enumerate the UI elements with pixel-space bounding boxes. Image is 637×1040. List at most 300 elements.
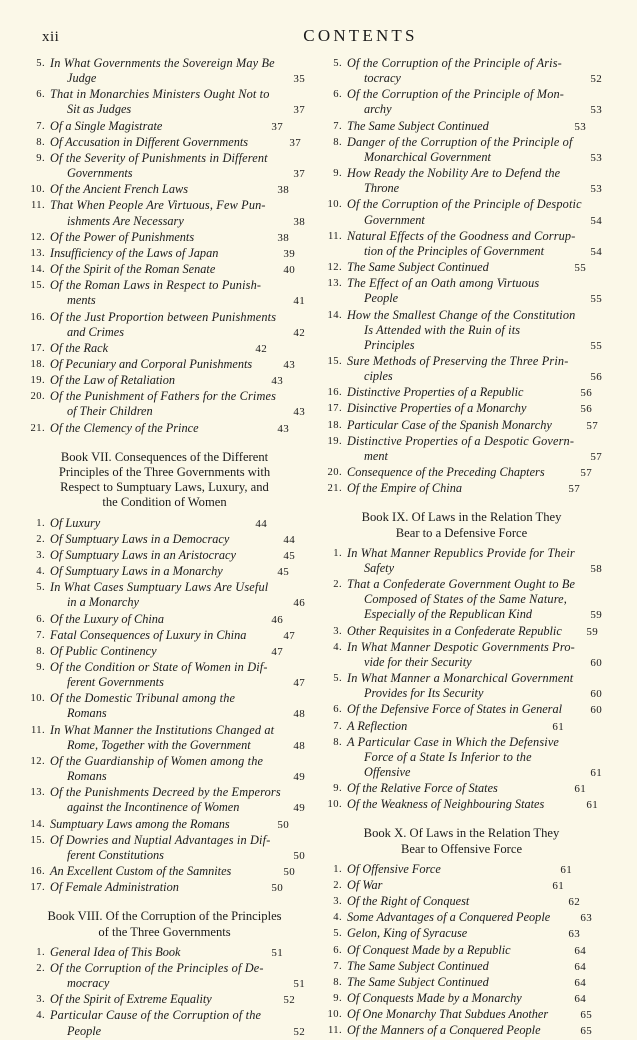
entry-number: 9.	[36, 152, 45, 164]
entry-number: 10.	[327, 799, 342, 811]
contents-entry[interactable]	[321, 401, 602, 417]
book-heading-line: of the Three Governments	[98, 924, 231, 939]
entry-body	[50, 754, 305, 785]
entry-body	[50, 580, 305, 611]
entry-title-line: That a Confederate Government Ought to Be	[347, 577, 576, 592]
entry-title-text: Provides for Its Security	[364, 686, 484, 701]
entry-title-line	[347, 943, 602, 959]
entry-title-line	[50, 102, 305, 118]
contents-entry[interactable]	[321, 719, 602, 735]
contents-entry[interactable]	[321, 119, 602, 135]
contents-entry[interactable]	[24, 389, 305, 420]
entry-title-line	[50, 595, 305, 611]
contents-entry[interactable]	[321, 1023, 602, 1039]
entry-title-line	[347, 959, 602, 975]
entry-title-line	[50, 516, 305, 532]
entry-body	[50, 833, 305, 864]
entry-title-text: A Reflection	[347, 718, 408, 733]
contents-entry[interactable]	[24, 310, 305, 341]
entry-number: 7.	[333, 960, 342, 972]
entry-number: 4.	[333, 912, 342, 924]
contents-entry[interactable]	[321, 991, 602, 1007]
entry-body	[50, 691, 305, 722]
contents-entry[interactable]	[24, 628, 305, 644]
entry-page-number: 43	[293, 406, 305, 419]
contents-entry[interactable]	[24, 644, 305, 660]
entry-body	[50, 119, 305, 135]
entry-title-line: The Effect of an Oath among Virtuous	[347, 276, 540, 291]
entry-title-line	[347, 338, 602, 354]
contents-entry[interactable]	[24, 230, 305, 246]
contents-entry[interactable]	[24, 198, 305, 229]
entry-number: 1.	[333, 547, 342, 559]
entry-title-text: Throne	[364, 181, 400, 196]
contents-entry[interactable]	[24, 880, 305, 896]
entry-number: 5.	[36, 58, 45, 69]
entry-title-line	[347, 862, 602, 878]
entry-number: 15.	[30, 280, 45, 292]
entry-body	[347, 878, 602, 894]
entry-title-line: That When People Are Virtuous, Few Pun-	[50, 198, 266, 213]
contents-entry[interactable]	[321, 926, 602, 942]
contents-entry[interactable]	[24, 660, 305, 691]
entry-title-line: In What Manner the Institutions Changed at	[50, 722, 275, 737]
entry-page-number: 38	[277, 231, 289, 244]
entry-number: 1.	[36, 946, 45, 958]
entry-page-number: 44	[255, 517, 267, 530]
contents-entry[interactable]	[24, 151, 305, 182]
entry-title-text: Consequence of the Preceding Chapters	[347, 465, 545, 480]
entry-title-text: Of One Monarchy That Subdues Another	[347, 1007, 549, 1022]
contents-entry[interactable]	[24, 992, 305, 1008]
entry-body	[50, 628, 305, 644]
entry-title-text: Judge	[67, 71, 97, 86]
entry-page-number: 61	[560, 863, 572, 876]
contents-entry-group	[321, 56, 602, 497]
entry-page-number: 45	[277, 566, 289, 579]
entry-body	[50, 87, 305, 118]
entry-body	[347, 959, 602, 975]
entry-number: 11.	[327, 1025, 342, 1037]
contents-entry[interactable]	[321, 735, 602, 781]
entry-title-line	[50, 1024, 305, 1040]
contents-entry[interactable]	[24, 754, 305, 785]
entry-page-number: 53	[574, 120, 586, 133]
contents-entry[interactable]	[24, 373, 305, 389]
entry-title-line	[347, 607, 602, 623]
contents-entry[interactable]	[24, 87, 305, 118]
contents-entry[interactable]	[24, 262, 305, 278]
entry-body	[347, 862, 602, 878]
entry-number: 10.	[30, 184, 45, 196]
entry-page-number: 64	[574, 976, 586, 989]
entry-page-number: 42	[293, 326, 305, 339]
entry-number: 5.	[36, 582, 45, 594]
entry-number: 8.	[36, 136, 45, 148]
entry-title-text: Of the Spirit of Extreme Equality	[50, 992, 212, 1007]
entry-title-line: Of the Roman Laws in Respect to Punish-	[50, 278, 262, 293]
entry-page-number: 50	[271, 882, 283, 895]
entry-body	[347, 135, 602, 166]
entry-title-line	[347, 260, 602, 276]
contents-entry[interactable]	[24, 341, 305, 357]
entry-title-text: Monarchical Government	[364, 149, 491, 164]
entry-title-line	[347, 291, 602, 307]
entry-title-line	[50, 992, 305, 1008]
entry-page-number: 61	[590, 766, 602, 779]
entry-page-number: 50	[277, 818, 289, 831]
entry-body	[50, 389, 305, 420]
entry-title-text: Of a Single Magistrate	[50, 118, 163, 133]
contents-entry[interactable]	[24, 945, 305, 961]
entry-number: 1.	[333, 863, 342, 875]
entry-number: 15.	[327, 355, 342, 367]
contents-entry[interactable]	[321, 481, 602, 497]
entry-title-text: Of Offensive Force	[347, 861, 441, 876]
entry-title-text: Government	[364, 212, 425, 227]
contents-entry[interactable]	[321, 229, 602, 260]
entry-number: 10.	[30, 693, 45, 705]
entry-number: 14.	[327, 309, 342, 321]
entry-number: 5.	[333, 58, 342, 69]
entry-page-number: 59	[586, 625, 598, 638]
contents-entry[interactable]	[321, 781, 602, 797]
entry-title-line	[347, 702, 602, 718]
entry-title-line: In What Governments the Sovereign May Be	[50, 56, 275, 70]
entry-title-line	[50, 564, 305, 580]
contents-entry[interactable]	[321, 894, 602, 910]
contents-entry-group	[24, 945, 305, 1040]
entry-number: 16.	[30, 311, 45, 323]
entry-number: 15.	[30, 834, 45, 846]
entry-title-line	[50, 166, 305, 182]
contents-entry[interactable]	[24, 357, 305, 373]
entry-number: 10.	[327, 199, 342, 211]
entry-number: 5.	[333, 673, 342, 685]
page-title: CONTENTS	[303, 26, 418, 45]
entry-number: 10.	[327, 1009, 342, 1021]
entry-number: 1.	[36, 517, 45, 529]
entry-title-text: Of the Right of Conquest	[347, 894, 470, 909]
entry-title-line	[347, 71, 602, 87]
entry-title-text: archy	[364, 102, 392, 117]
contents-entry[interactable]	[24, 580, 305, 611]
entry-page-number: 35	[293, 73, 305, 86]
contents-entry[interactable]	[321, 197, 602, 228]
page-folio: xii	[42, 29, 60, 45]
contents-entry[interactable]	[24, 817, 305, 833]
contents-entry[interactable]	[24, 278, 305, 309]
entry-title-text: ferent Governments	[67, 675, 164, 690]
entry-title-text: Of Pecuniary and Corporal Punishments	[50, 356, 253, 371]
entry-title-line	[347, 926, 602, 942]
contents-entry[interactable]	[321, 702, 602, 718]
entry-title-line	[50, 675, 305, 691]
entry-body	[50, 56, 305, 87]
entry-title-line: Of the Corruption of the Principle of Aris-	[347, 56, 562, 70]
entry-title-text: Of Female Administration	[50, 880, 179, 895]
entry-title-line	[50, 769, 305, 785]
contents-entry[interactable]	[321, 640, 602, 671]
entry-body	[347, 975, 602, 991]
entry-title-text: Fatal Consequences of Luxury in China	[50, 627, 247, 642]
entry-number: 11.	[30, 724, 45, 736]
entry-number: 11.	[327, 230, 342, 242]
entry-title-line	[50, 341, 305, 357]
entry-body	[347, 1023, 602, 1039]
entry-page-number: 37	[289, 136, 301, 149]
entry-title-line	[347, 418, 602, 434]
entry-number: 20.	[30, 391, 45, 403]
entry-title-text: ferent Constitutions	[67, 847, 164, 862]
entry-title-line	[347, 991, 602, 1007]
contents-entry[interactable]	[321, 434, 602, 465]
entry-body	[347, 229, 602, 260]
entry-title-line: Composed of States of the Same Nature,	[364, 592, 568, 607]
entry-title-line	[50, 119, 305, 135]
entry-body	[50, 548, 305, 564]
contents-entry[interactable]	[24, 612, 305, 628]
entry-title-line: Of the Punishments Decreed by the Emperors	[50, 785, 281, 800]
entry-page-number: 61	[586, 799, 598, 812]
entry-body	[347, 418, 602, 434]
entry-title-line	[347, 561, 602, 577]
entry-title-line: Of the Guardianship of Women among the	[50, 753, 264, 768]
entry-page-number: 47	[271, 645, 283, 658]
contents-entry[interactable]	[321, 1007, 602, 1023]
entry-title-line: Of the Condition or State of Women in Dif-	[50, 659, 268, 674]
entry-body	[347, 910, 602, 926]
entry-title-text: An Excellent Custom of the Samnites	[50, 864, 232, 878]
entry-page-number: 65	[580, 1025, 592, 1038]
entry-page-number: 42	[255, 342, 267, 355]
entry-title-line	[50, 246, 305, 262]
entry-number: 6.	[36, 613, 45, 625]
entry-title-text: Gelon, King of Syracuse	[347, 926, 468, 941]
contents-entry[interactable]	[321, 910, 602, 926]
entry-title-text: The Same Subject Continued	[347, 958, 489, 973]
entry-number: 3.	[36, 549, 45, 561]
entry-page-number: 56	[580, 403, 592, 416]
entry-page-number: 37	[271, 120, 283, 133]
entry-body	[347, 1007, 602, 1023]
contents-entry[interactable]	[321, 975, 602, 991]
entry-body	[50, 310, 305, 341]
contents-entry[interactable]	[321, 546, 602, 577]
entry-title-text: Of the Luxury of China	[50, 611, 165, 626]
entry-page-number: 48	[293, 708, 305, 721]
contents-entry[interactable]	[321, 260, 602, 276]
entry-number: 3.	[36, 994, 45, 1006]
book-heading-line: Book VIII. Of the Corruption of the Principles	[47, 909, 282, 924]
entry-title-text: Safety	[364, 560, 395, 575]
entry-title-text: Rome, Together with the Government	[67, 737, 251, 752]
entry-body	[50, 723, 305, 754]
contents-entry[interactable]	[321, 465, 602, 481]
entry-title-text: People	[67, 1023, 102, 1038]
contents-entry[interactable]	[24, 785, 305, 816]
entry-title-text: and Crimes	[67, 324, 125, 339]
entry-title-text: Of the Clemency of the Prince	[50, 420, 199, 435]
contents-entry[interactable]	[321, 385, 602, 401]
entry-title-text: Of the Ancient French Laws	[50, 182, 188, 197]
contents-entry[interactable]	[321, 959, 602, 975]
entry-number: 17.	[30, 882, 45, 894]
contents-entry[interactable]	[321, 87, 602, 118]
entry-number: 3.	[333, 896, 342, 908]
contents-entry[interactable]	[321, 624, 602, 640]
entry-title-text: Sumptuary Laws among the Romans	[50, 816, 230, 831]
entry-body	[347, 119, 602, 135]
entry-body	[50, 421, 305, 437]
entry-page-number: 60	[590, 704, 602, 717]
entry-number: 2.	[333, 880, 342, 891]
contents-entry[interactable]	[321, 943, 602, 959]
contents-entry[interactable]	[321, 56, 602, 87]
entry-title-text: ment	[364, 448, 388, 463]
contents-entry[interactable]	[24, 421, 305, 437]
entry-title-line: In What Manner a Monarchical Government	[347, 671, 574, 686]
entry-body	[50, 785, 305, 816]
entry-number: 2.	[36, 533, 45, 545]
contents-entry[interactable]	[24, 564, 305, 580]
entry-number: 8.	[36, 645, 45, 657]
left-column	[24, 56, 305, 1040]
entry-body	[50, 230, 305, 246]
entry-page-number: 52	[590, 73, 602, 86]
contents-entry[interactable]	[321, 671, 602, 702]
entry-number: 17.	[327, 403, 342, 415]
entry-title-line	[50, 293, 305, 309]
entry-title-text: Especially of the Republican Kind	[364, 607, 533, 622]
entry-title-line	[347, 719, 602, 735]
book-heading-line: Bear to Offensive Force	[400, 841, 523, 856]
contents-columns	[24, 56, 613, 1040]
entry-title-line: Of the Corruption of the Principle of Despotic	[347, 197, 582, 212]
book-heading	[24, 909, 305, 939]
contents-entry[interactable]	[321, 577, 602, 623]
contents-entry[interactable]	[24, 135, 305, 151]
entry-number: 11.	[30, 200, 45, 212]
book-heading-line: Bear to a Defensive Force	[395, 525, 528, 540]
entry-body	[347, 943, 602, 959]
entry-page-number: 46	[293, 597, 305, 610]
entry-title-text: Of the Relative Force of States	[347, 781, 498, 796]
entry-page-number: 55	[574, 262, 586, 275]
entry-body	[50, 151, 305, 182]
entry-title-line: Of the Punishment of Fathers for the Crimes	[50, 389, 277, 404]
entry-title-line: Of the Severity of Punishments in Different	[50, 150, 268, 165]
contents-entry[interactable]	[24, 246, 305, 262]
entry-title-line	[50, 628, 305, 644]
entry-title-line: Danger of the Corruption of the Principle of	[347, 134, 573, 149]
contents-entry-group	[321, 546, 602, 814]
contents-entry-group	[321, 862, 602, 1040]
entry-title-text: Of Sumptuary Laws in an Aristocracy	[50, 547, 236, 562]
entry-body	[347, 926, 602, 942]
contents-entry[interactable]	[24, 532, 305, 548]
entry-body	[50, 961, 305, 992]
contents-entry[interactable]	[24, 833, 305, 864]
entry-number: 20.	[327, 467, 342, 479]
entry-title-text: Of Conquests Made by a Monarchy	[347, 991, 522, 1006]
contents-entry[interactable]	[321, 878, 602, 894]
contents-entry[interactable]	[24, 961, 305, 992]
contents-entry[interactable]	[321, 797, 602, 813]
entry-title-text: vide for their Security	[364, 654, 472, 669]
contents-entry[interactable]	[24, 182, 305, 198]
entry-title-text: Some Advantages of a Conquered People	[347, 910, 551, 925]
entry-page-number: 45	[283, 549, 295, 562]
entry-body	[347, 624, 602, 640]
contents-entry[interactable]	[24, 56, 305, 87]
entry-page-number: 41	[293, 295, 305, 308]
entry-title-line: In What Cases Sumptuary Laws Are Useful	[50, 580, 269, 595]
entry-title-text: Of the Law of Retaliation	[50, 373, 176, 388]
contents-entry[interactable]	[321, 418, 602, 434]
entry-page-number: 62	[568, 896, 580, 909]
entry-title-text: ciples	[364, 369, 393, 384]
book-heading	[321, 510, 602, 540]
entry-body	[347, 671, 602, 702]
contents-entry[interactable]	[321, 135, 602, 166]
contents-entry[interactable]	[321, 862, 602, 878]
entry-title-line: Particular Cause of the Corruption of the	[50, 1008, 262, 1023]
contents-entry[interactable]	[321, 276, 602, 307]
contents-entry[interactable]	[321, 166, 602, 197]
entry-page-number: 47	[293, 677, 305, 690]
entry-title-line: How Ready the Nobility Are to Defend the	[347, 166, 561, 181]
entry-title-line	[50, 817, 305, 833]
entry-page-number: 64	[574, 960, 586, 973]
entry-title-line: Of the Corruption of the Principle of Mon-	[347, 87, 565, 102]
entry-page-number: 38	[293, 215, 305, 228]
entry-body	[347, 640, 602, 671]
entry-number: 12.	[30, 755, 45, 767]
contents-entry[interactable]	[24, 119, 305, 135]
entry-number: 8.	[333, 736, 342, 748]
entry-page-number: 61	[574, 783, 586, 796]
entry-page-number: 57	[568, 483, 580, 496]
entry-title-line	[50, 532, 305, 548]
entry-title-line: In What Manner Despotic Governments Pro-	[347, 639, 575, 654]
entry-body	[50, 135, 305, 151]
entry-page-number: 53	[590, 183, 602, 196]
entry-title-text: Romans	[67, 769, 107, 784]
contents-entry[interactable]	[24, 516, 305, 532]
entry-title-text: Of the Empire of China	[347, 481, 462, 496]
entry-title-text: ishments Are Necessary	[67, 213, 184, 228]
contents-entry[interactable]	[321, 308, 602, 354]
entry-number: 2.	[36, 962, 45, 974]
contents-entry[interactable]	[24, 691, 305, 722]
entry-number: 8.	[333, 976, 342, 988]
contents-entry[interactable]	[24, 548, 305, 564]
entry-title-line	[50, 612, 305, 628]
entry-title-line	[50, 421, 305, 437]
entry-title-line	[347, 150, 602, 166]
contents-entry[interactable]	[24, 1008, 305, 1039]
entry-title-line	[347, 624, 602, 640]
entry-body	[347, 354, 602, 385]
entry-body	[347, 166, 602, 197]
contents-entry[interactable]	[24, 864, 305, 880]
contents-entry[interactable]	[321, 354, 602, 385]
contents-entry[interactable]	[24, 723, 305, 754]
entry-number: 17.	[30, 342, 45, 354]
entry-page-number: 60	[590, 688, 602, 701]
entry-title-line	[50, 262, 305, 278]
